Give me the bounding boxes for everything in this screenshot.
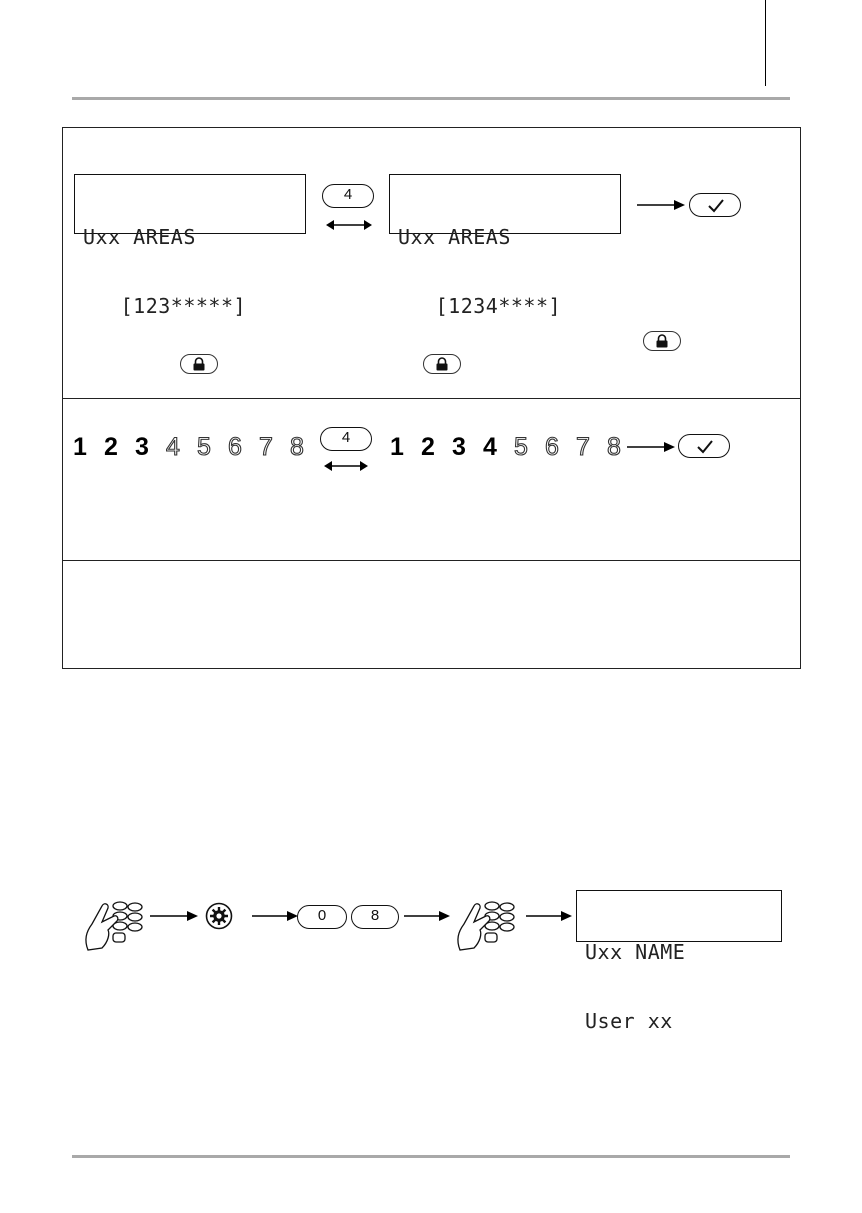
lock-key[interactable]	[643, 331, 681, 351]
lcd-display-after	[389, 174, 621, 318]
lcd-line-2: [123*****]	[83, 294, 247, 318]
area-number-3: 3	[135, 433, 149, 461]
check-icon	[690, 194, 742, 216]
toggle-arrow-icon	[326, 218, 372, 232]
hand-keypad-icon	[452, 898, 518, 954]
key-4-button[interactable]	[322, 184, 374, 208]
corner-mark	[765, 0, 766, 86]
key-label: 8	[370, 907, 380, 924]
key-label: 4	[343, 186, 353, 203]
lock-key[interactable]	[180, 354, 218, 374]
lcd-line-1: Uxx NAME	[585, 940, 686, 964]
area-number-6: 6	[545, 433, 559, 461]
arrow-right-icon	[404, 910, 450, 922]
key-label: 4	[341, 429, 351, 446]
area-list-before	[73, 432, 321, 462]
lock-key[interactable]	[423, 354, 461, 374]
area-number-3: 3	[452, 433, 466, 461]
check-icon	[679, 435, 731, 457]
panel-divider	[63, 398, 800, 399]
key-label: 0	[317, 907, 327, 924]
lcd-line-2: [1234****]	[398, 294, 562, 318]
area-number-5: 5	[514, 433, 528, 461]
padlock-icon	[644, 332, 680, 350]
header-rule	[72, 97, 790, 100]
hand-keypad-icon	[80, 898, 146, 954]
lcd-line-2: User xx	[585, 1009, 673, 1033]
area-number-4: 4	[166, 433, 180, 461]
area-number-2: 2	[104, 433, 118, 461]
area-number-8: 8	[607, 433, 621, 461]
arrow-right-icon	[252, 910, 298, 922]
area-number-1: 1	[390, 433, 404, 461]
lcd-display-before	[74, 174, 306, 318]
area-number-6: 6	[228, 433, 242, 461]
area-number-5: 5	[197, 433, 211, 461]
arrow-right-icon	[526, 910, 572, 922]
area-number-1: 1	[73, 433, 87, 461]
area-number-7: 7	[259, 433, 273, 461]
footer-rule	[72, 1155, 790, 1158]
area-list-after	[390, 432, 638, 462]
lcd-line-1: Uxx AREAS	[398, 225, 511, 249]
key-0-button[interactable]	[297, 905, 347, 929]
key-8-button[interactable]	[351, 905, 399, 929]
gear-icon[interactable]	[205, 902, 233, 930]
arrow-right-icon	[150, 910, 198, 922]
area-number-7: 7	[576, 433, 590, 461]
area-number-8: 8	[290, 433, 304, 461]
padlock-icon	[181, 355, 217, 373]
lcd-display-name	[576, 890, 782, 1033]
area-number-4: 4	[483, 433, 497, 461]
toggle-arrow-icon	[324, 459, 368, 473]
arrow-right-icon	[627, 440, 675, 454]
confirm-button[interactable]	[689, 193, 741, 217]
key-4-button[interactable]	[320, 427, 372, 451]
arrow-right-icon	[637, 198, 685, 212]
confirm-button[interactable]	[678, 434, 730, 458]
panel-divider	[63, 560, 800, 561]
padlock-icon	[424, 355, 460, 373]
area-number-2: 2	[421, 433, 435, 461]
lcd-line-1: Uxx AREAS	[83, 225, 196, 249]
